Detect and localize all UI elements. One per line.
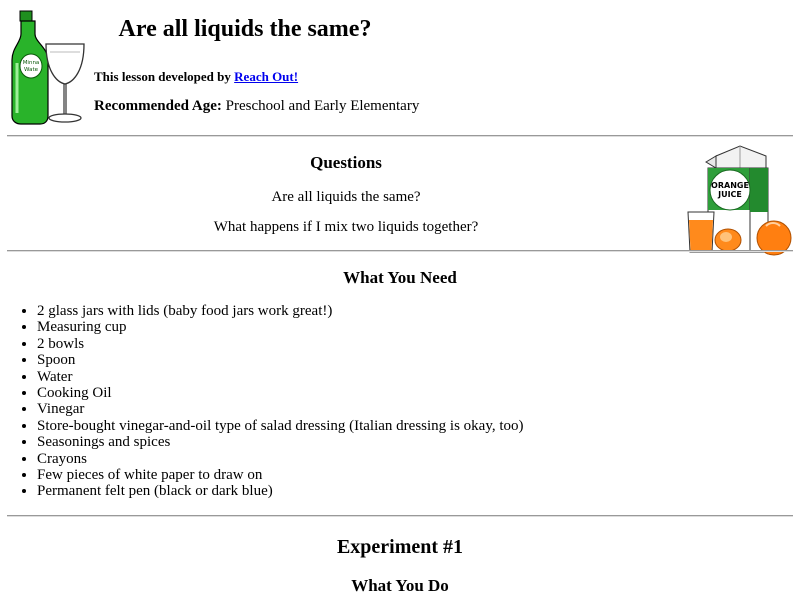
- bottle-label-line2: Wate: [24, 67, 38, 73]
- experiment-title: Experiment #1: [336, 536, 464, 558]
- orange-juice-image: [686, 142, 794, 262]
- wine-glass-icon: [46, 44, 84, 122]
- list-item: • Spoon: [37, 352, 524, 368]
- what-you-need-heading: What You Need: [343, 268, 457, 287]
- age-label: Recommended Age:: [94, 98, 222, 114]
- credit-prefix: This lesson developed by: [94, 69, 235, 84]
- divider: [7, 250, 793, 252]
- bottle-label-line1: Minna: [22, 60, 40, 66]
- list-item: • Water: [37, 369, 524, 385]
- materials-list: [0, 303, 524, 500]
- what-you-do-heading: What You Do: [351, 576, 449, 595]
- divider: [7, 515, 793, 517]
- juice-label-line2: JUICE: [718, 190, 742, 199]
- list-item: • Store-bought vinegar-and-oil type of salad dressing (Italian dressing is okay, too): [37, 418, 524, 434]
- list-item: • Measuring cup: [37, 319, 524, 335]
- list-item: • Seasonings and spices: [37, 434, 524, 450]
- recommended-age: [94, 98, 419, 115]
- list-item: • Permanent felt pen (black or dark blue): [37, 483, 524, 499]
- page-title: Are all liquids the same?: [118, 16, 372, 42]
- juice-glass-icon: [688, 212, 714, 252]
- list-item: • Crayons: [37, 451, 524, 467]
- age-value: Preschool and Early Elementary: [221, 98, 420, 114]
- question-item: What happens if I mix two liquids together?: [213, 219, 479, 235]
- list-item: • 2 glass jars with lids (baby food jars work great!): [37, 303, 524, 319]
- divider: [7, 135, 793, 137]
- juice-label-line1: ORANGE: [711, 181, 749, 190]
- reach-out-link[interactable]: Reach Out!: [234, 69, 299, 84]
- list-item: • Cooking Oil: [37, 385, 524, 401]
- question-item: Are all liquids the same?: [271, 189, 421, 205]
- list-item: • 2 bowls: [37, 336, 524, 352]
- orange-slices-icon: [715, 229, 741, 251]
- list-item: • Few pieces of white paper to draw on: [37, 467, 524, 483]
- credit-line: [94, 69, 298, 85]
- list-item: • Vinegar: [37, 401, 524, 417]
- questions-heading: Questions: [310, 153, 382, 172]
